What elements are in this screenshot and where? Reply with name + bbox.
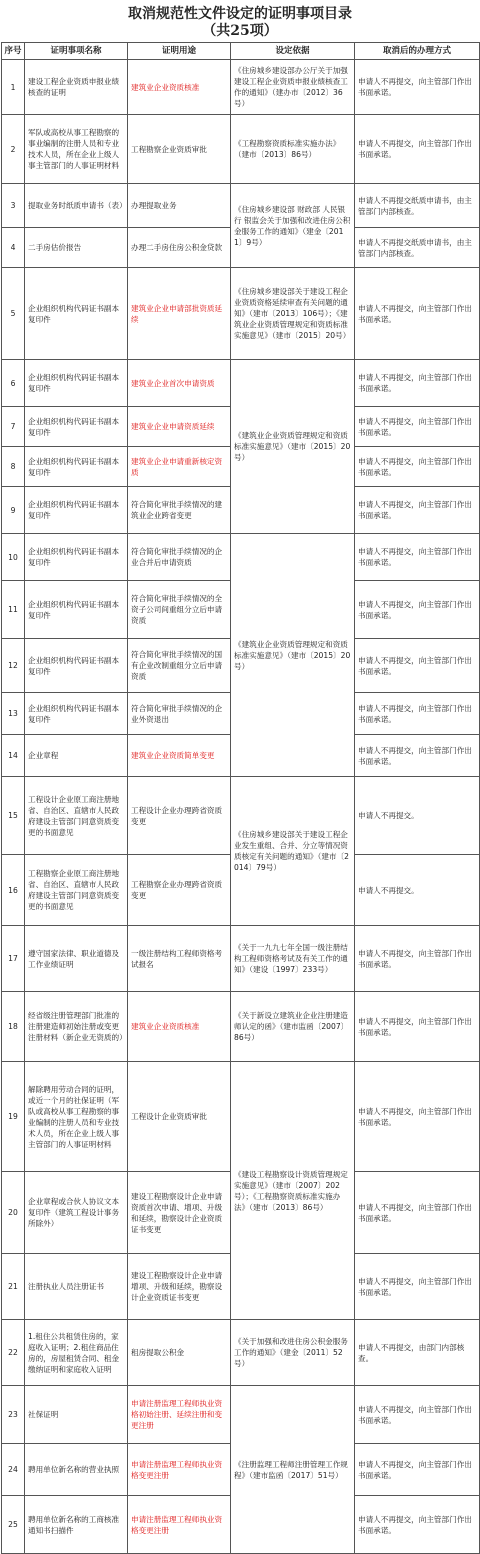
- row-no: 17: [2, 926, 25, 992]
- table-row: [2, 1386, 480, 1444]
- header-method: 取消后的办理方式: [355, 43, 480, 60]
- row-name: 社保证明: [25, 1386, 128, 1444]
- row-use: 一级注册结构工程师资格考试报名: [128, 926, 231, 992]
- row-no: 12: [2, 639, 25, 693]
- row-name: 企业组织机构代码证书副本复印件: [25, 581, 128, 639]
- row-use: 租房提取公积金: [128, 1320, 231, 1386]
- row-no: 19: [2, 1062, 25, 1172]
- row-method: 申请人不再提交。: [355, 777, 480, 855]
- row-basis: 《注册监理工程师注册管理工作规程》（建市监函〔2017〕51号）: [231, 1386, 355, 1554]
- row-method: 申请人不再提交，向主管部门作出书面承诺。: [355, 639, 480, 693]
- row-name: 企业组织机构代码证书副本复印件: [25, 407, 128, 447]
- table-row: [2, 60, 480, 115]
- row-name: 企业组织机构代码证书副本复印件: [25, 639, 128, 693]
- table-row: [2, 992, 480, 1062]
- row-no: 20: [2, 1172, 25, 1254]
- row-method: 申请人不再提交，向主管部门作出书面承诺。: [355, 115, 480, 184]
- row-no: 7: [2, 407, 25, 447]
- row-method: 申请人不再提交，向主管部门作出书面承诺。: [355, 268, 480, 360]
- row-name: 企业章程或合伙人协议文本复印件（建筑工程设计事务所除外）: [25, 1172, 128, 1254]
- row-use: 申请注册监理工程师执业资格初始注册、延续注册和变更注册: [128, 1386, 231, 1444]
- row-name: 经省级注册管理部门批准的注册建造师初始注册或变更注册材料（新企业无资质的）: [25, 992, 128, 1062]
- row-use: 建筑业企业申请部批资质延续: [128, 268, 231, 360]
- row-use: 符合简化审批手续情况的国有企业改制重组分立后申请资质: [128, 639, 231, 693]
- title-line-1: 取消规范性文件设定的证明事项目录: [128, 6, 352, 22]
- row-no: 15: [2, 777, 25, 855]
- row-method: 申请人不再提交纸质申请书，由主管部门内部核查。: [355, 184, 480, 228]
- header-no: 序号: [2, 43, 25, 60]
- row-use: 工程设计企业资质审批: [128, 1062, 231, 1172]
- row-use: 办理二手房住房公积金贷款: [128, 228, 231, 268]
- row-basis: 《关于加强和改进住房公积金服务工作的通知》（建金〔2011〕52号）: [231, 1320, 355, 1386]
- row-name: 工程设计企业原工商注册地省、自治区、直辖市人民政府建设主管部门同意资质变更的书面意见: [25, 777, 128, 855]
- row-use: 工程勘察企业资质审批: [128, 115, 231, 184]
- row-name: 提取业务时纸质申请书（表）: [25, 184, 128, 228]
- row-name: 企业组织机构代码证书副本复印件: [25, 693, 128, 735]
- row-basis: 《住房城乡建设部办公厅关于加强建设工程企业资质申报业绩核查工作的通知》（建办市〔2012〕36号）: [231, 60, 355, 115]
- title-line-2: （共25项）: [202, 23, 278, 39]
- row-no: 13: [2, 693, 25, 735]
- header-basis: 设定依据: [231, 43, 355, 60]
- row-method: 申请人不再提交。: [355, 855, 480, 926]
- row-method: 申请人不再提交，向主管部门作出书面承诺。: [355, 1386, 480, 1444]
- row-name: 遵守国家法律、职业道德及工作业绩证明: [25, 926, 128, 992]
- table-row: [2, 115, 480, 184]
- row-basis: 《住房城乡建设部 财政部 人民银行 银监会关于加强和改进住房公积金服务工作的通知》（建金〔2011〕9号）: [231, 184, 355, 268]
- table-row: [2, 926, 480, 992]
- row-method: 申请人不再提交，向主管部门作出书面承诺。: [355, 693, 480, 735]
- row-use: 申请注册监理工程师执业资格变更注册: [128, 1496, 231, 1554]
- row-no: 18: [2, 992, 25, 1062]
- row-use: 建筑业企业首次申请资质: [128, 360, 231, 407]
- row-method: 申请人不再提交，向主管部门作出书面承诺。: [355, 534, 480, 581]
- table-row: [2, 1320, 480, 1386]
- table-row: [2, 184, 480, 228]
- row-use: 建筑业企业资质简单变更: [128, 735, 231, 777]
- row-name: 企业组织机构代码证书副本复印件: [25, 487, 128, 534]
- row-method: 申请人不再提交，向主管部门作出书面承诺。: [355, 735, 480, 777]
- row-no: 3: [2, 184, 25, 228]
- certificate-items-table: [1, 42, 480, 1554]
- row-method: 申请人不再提交，向主管部门作出书面承诺。: [355, 1172, 480, 1254]
- row-use: 工程勘察企业办理跨省资质变更: [128, 855, 231, 926]
- row-no: 6: [2, 360, 25, 407]
- row-use: 符合简化审批手续情况的企业外资退出: [128, 693, 231, 735]
- row-no: 1: [2, 60, 25, 115]
- row-name: 企业组织机构代码证书副本复印件: [25, 268, 128, 360]
- table-row: [2, 1062, 480, 1172]
- row-name: 聘用单位新名称的营业执照: [25, 1444, 128, 1496]
- row-no: 8: [2, 447, 25, 487]
- row-method: 申请人不再提交，向主管部门作出书面承诺。: [355, 360, 480, 407]
- document-title: [0, 0, 480, 42]
- row-method: 申请人不再提交，向主管部门作出书面承诺。: [355, 60, 480, 115]
- row-name: 企业组织机构代码证书副本复印件: [25, 534, 128, 581]
- row-method: 申请人不再提交，向主管部门作出书面承诺。: [355, 487, 480, 534]
- row-method: 申请人不再提交，向主管部门作出书面承诺。: [355, 1496, 480, 1554]
- table-row: [2, 268, 480, 360]
- row-no: 23: [2, 1386, 25, 1444]
- row-name: 注册执业人员注册证书: [25, 1254, 128, 1320]
- row-use: 申请注册监理工程师执业资格变更注册: [128, 1444, 231, 1496]
- row-name: 解除聘用劳动合同的证明，或近一个月的社保证明（军队或高校从事工程勘察的事业编制的注册人员和专业技术人员，所在企业上级人事主管部门的人事证明材料: [25, 1062, 128, 1172]
- table-row: [2, 360, 480, 407]
- row-basis: 《建筑业企业资质管理规定和资质标准实施意见》（建市〔2015〕20号）: [231, 360, 355, 534]
- row-no: 5: [2, 268, 25, 360]
- row-use: 建设工程勘察设计企业申请资质首次申请、增项、升级和延续，勘察设计企业资质证书变更: [128, 1172, 231, 1254]
- header-use: 证明用途: [128, 43, 231, 60]
- row-no: 10: [2, 534, 25, 581]
- row-basis: 《工程勘察资质标准实施办法》（建市〔2013〕86号）: [231, 115, 355, 184]
- row-no: 24: [2, 1444, 25, 1496]
- row-name: 企业组织机构代码证书副本复印件: [25, 447, 128, 487]
- row-no: 22: [2, 1320, 25, 1386]
- row-method: 申请人不再提交纸质申请书，由主管部门内部核查。: [355, 228, 480, 268]
- row-name: 工程勘察企业原工商注册地省、自治区、直辖市人民政府建设主管部门同意资质变更的书面意见: [25, 855, 128, 926]
- table-row: [2, 777, 480, 855]
- row-use: 工程设计企业办理跨省资质变更: [128, 777, 231, 855]
- row-method: 申请人不再提交，向主管部门作出书面承诺。: [355, 926, 480, 992]
- row-use: 建筑业企业资质核准: [128, 60, 231, 115]
- row-use: 建筑业企业申请资质延续: [128, 407, 231, 447]
- row-no: 4: [2, 228, 25, 268]
- row-name: 1.租住公共租赁住房的，家庭收入证明；2.租住商品住房的，房屋租赁合同、租金缴纳证明和家庭收入证明: [25, 1320, 128, 1386]
- row-use: 符合简化审批手续情况的建筑业企业跨省变更: [128, 487, 231, 534]
- row-method: 申请人不再提交，向主管部门作出书面承诺。: [355, 581, 480, 639]
- row-no: 14: [2, 735, 25, 777]
- table-row: [2, 534, 480, 581]
- row-basis: 《建筑业企业资质管理规定和资质标准实施意见》（建市〔2015〕20号）: [231, 534, 355, 777]
- row-basis: 《住房城乡建设部关于建设工程企业发生重组、合并、分立等情况资质核定有关问题的通知》（建市〔2014〕79号）: [231, 777, 355, 926]
- row-name: 二手房估价报告: [25, 228, 128, 268]
- row-method: 申请人不再提交，向主管部门作出书面承诺。: [355, 447, 480, 487]
- row-basis: 《关于一九九七年全国一级注册结构工程师资格考试及有关工作的通知》（建设〔1997〕233号）: [231, 926, 355, 992]
- row-method: 申请人不再提交，向主管部门作出书面承诺。: [355, 407, 480, 447]
- row-basis: 《建设工程勘察设计资质管理规定实施意见》（建市〔2007〕202号）；《工程勘察资质标准实施办法》（建市〔2013〕86号）: [231, 1062, 355, 1320]
- row-use: 办理提取业务: [128, 184, 231, 228]
- row-use: 符合简化审批手续情况的企业合并后申请资质: [128, 534, 231, 581]
- row-name: 企业组织机构代码证书副本复印件: [25, 360, 128, 407]
- row-no: 25: [2, 1496, 25, 1554]
- row-no: 16: [2, 855, 25, 926]
- table-header-row: [2, 43, 480, 60]
- row-name: 聘用单位新名称的工商核准通知书扫描件: [25, 1496, 128, 1554]
- row-name: 军队或高校从事工程勘察的事业编制的注册人员和专业技术人员，所在企业上级人事主管部门的人事证明材料: [25, 115, 128, 184]
- row-name: 企业章程: [25, 735, 128, 777]
- row-no: 21: [2, 1254, 25, 1320]
- row-no: 9: [2, 487, 25, 534]
- row-no: 11: [2, 581, 25, 639]
- row-method: 申请人不再提交，向主管部门作出书面承诺。: [355, 1254, 480, 1320]
- header-name: 证明事项名称: [25, 43, 128, 60]
- row-method: 申请人不再提交，由部门内部核查。: [355, 1320, 480, 1386]
- row-method: 申请人不再提交，向主管部门作出书面承诺。: [355, 1062, 480, 1172]
- row-no: 2: [2, 115, 25, 184]
- row-use: 建筑业企业资质核准: [128, 992, 231, 1062]
- row-use: 符合简化审批手续情况的全资子公司间重组分立后申请资质: [128, 581, 231, 639]
- row-basis: 《关于新设立建筑业企业注册建造师认定的函》（建市监函〔2007〕86号）: [231, 992, 355, 1062]
- row-use: 建设工程勘察设计企业申请增项、升级和延续，勘察设计企业资质证书变更: [128, 1254, 231, 1320]
- row-basis: 《住房城乡建设部关于建设工程企业资质资格延续审查有关问题的通知》（建市〔2013〕106号）；《建筑业企业资质管理规定和资质标准实施意见》（建市〔2015〕20号）: [231, 268, 355, 360]
- row-use: 建筑业企业申请重新核定资质: [128, 447, 231, 487]
- row-method: 申请人不再提交，向主管部门作出书面承诺。: [355, 1444, 480, 1496]
- row-method: 申请人不再提交，向主管部门作出书面承诺。: [355, 992, 480, 1062]
- row-name: 建设工程企业资质申报业绩核查的证明: [25, 60, 128, 115]
